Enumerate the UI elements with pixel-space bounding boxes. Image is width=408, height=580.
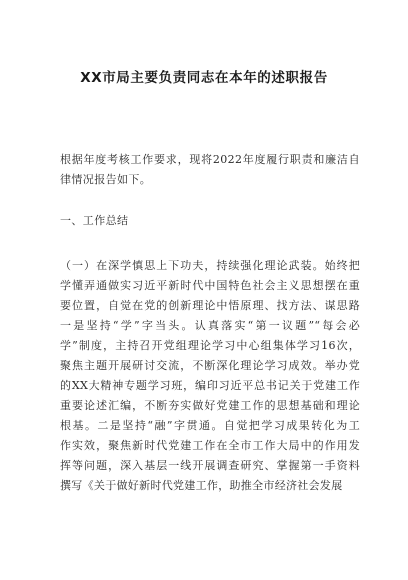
body-line: 聚焦主题开展研讨交流，不断深化理论学习成效。举办党 <box>60 359 360 372</box>
body-line: 撰写《关于做好新时代党建工作，助推全市经济社会发展 <box>60 479 343 492</box>
intro-line: 律情况报告如下。 <box>60 173 152 186</box>
body-line: 作实效，聚焦新时代党建工作在全市工作大局中的作用发 <box>60 439 360 452</box>
body-paragraph <box>60 256 360 496</box>
body-line: 挥等问题，深入基层一线开展调查研究、掌握第一手资料 <box>60 459 360 472</box>
intro-paragraph <box>60 150 360 190</box>
body-line: 根基。二是坚持“融”字贯通。自觉把学习成果转化为工 <box>60 419 360 432</box>
body-line: 重要论述汇编，不断夯实做好党建工作的思想基础和理论 <box>60 399 360 412</box>
body-line: 学”制度，主持召开党组理论学习中心组集体学习16次， <box>60 339 360 352</box>
document-title: XX市局主要负责同志在本年的述职报告 <box>80 70 328 86</box>
body-line: 要位置，自觉在党的创新理论中悟原理、找方法、谋思路 <box>60 299 360 312</box>
body-line: 一是坚持“学”字当头。认真落实“第一议题”“每会必 <box>60 319 360 332</box>
body-line: （一）在深学慎思上下功夫，持续强化理论武装。始终把 <box>60 259 360 272</box>
section-heading: 一、工作总结 <box>60 214 129 227</box>
body-line: 学懂弄通做实习近平新时代中国特色社会主义思想摆在重 <box>60 279 360 292</box>
intro-line: 根据年度考核工作要求，现将2022年度履行职责和廉洁自 <box>60 153 360 166</box>
body-line: 的XX大精神专题学习班，编印习近平总书记关于党建工作 <box>60 379 360 392</box>
